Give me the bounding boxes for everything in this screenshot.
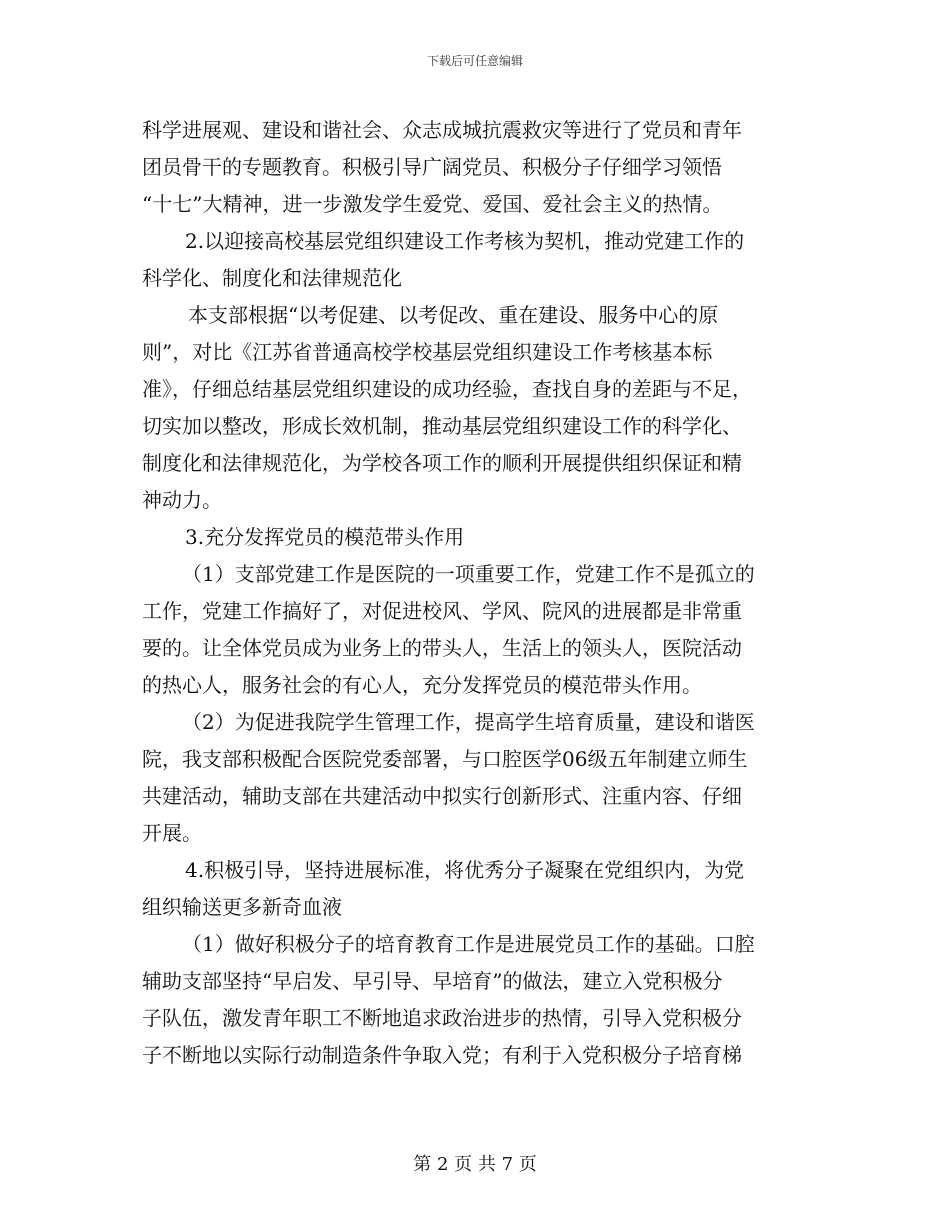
body-line: 子队伍，激发青年职工不断地追求政治进步的热情，引导入党积极分	[142, 1006, 742, 1030]
body-line: 神动力。	[142, 488, 222, 512]
body-line: 开展。	[142, 821, 202, 845]
body-line: 工作，党建工作搞好了，对促进校风、学风、院风的进展都是非常重	[142, 599, 742, 623]
body-line: 制度化和法律规范化，为学校各项工作的顺利开展提供组织保证和精	[142, 451, 742, 475]
body-line: 共建活动，辅助支部在共建活动中拟实行创新形式、注重内容、仔细	[142, 784, 742, 808]
body-line: 子不断地以实际行动制造条件争取入党；有利于入党积极分子培育梯	[142, 1043, 742, 1067]
body-line: （1）支部党建工作是医院的一项重要工作，党建工作不是孤立的	[182, 562, 755, 586]
body-line: 团员骨干的专题教育。积极引导广阔党员、积极分子仔细学习领悟	[142, 155, 722, 179]
section-heading-line: 科学化、制度化和法律规范化	[142, 266, 402, 290]
body-line: 的热心人，服务社会的有心人，充分发挥党员的模范带头作用。	[142, 673, 702, 697]
body-line: 科学进展观、建设和谐社会、众志成城抗震救灾等进行了党员和青年	[142, 118, 742, 142]
body-line: 本支部根据“以考促建、以考促改、重在建设、服务中心的原	[188, 303, 719, 327]
body-line: （1）做好积极分子的培育教育工作是进展党员工作的基础。口腔	[182, 932, 755, 956]
body-line: （2）为促进我院学生管理工作，提高学生培育质量，建设和谐医	[182, 710, 755, 734]
body-line: 切实加以整改，形成长效机制，推动基层党组织建设工作的科学化、	[142, 414, 742, 438]
body-line: 则”，对比《江苏省普通高校学校基层党组织建设工作考核基本标	[142, 340, 713, 364]
body-line: 院，我支部积极配合医院党委部署，与口腔医学06级五年制建立师生	[142, 747, 748, 771]
page-header-note: 下载后可任意编辑	[426, 54, 523, 68]
page-number: 第 2 页 共 7 页	[413, 1154, 537, 1175]
section-heading-line: 组织输送更多新奇血液	[142, 895, 342, 919]
body-line: 辅助支部坚持“早启发、早引导、早培育”的做法，建立入党积极分	[142, 969, 723, 993]
body-line: “十七”大精神，进一步激发学生爱党、爱国、爱社会主义的热情。	[142, 192, 723, 216]
body-line: 准》，仔细总结基层党组织建设的成功经验，查找自身的差距与不足，	[142, 377, 752, 401]
section-heading-line: 2.以迎接高校基层党组织建设工作考核为契机，推动党建工作的	[185, 229, 745, 253]
body-line: 要的。让全体党员成为业务上的带头人，生活上的领头人，医院活动	[142, 636, 742, 660]
section-heading-line: 3.充分发挥党员的模范带头作用	[185, 525, 465, 549]
document-body	[142, 112, 804, 1074]
section-heading-line: 4.积极引导，坚持进展标准，将优秀分子凝聚在党组织内，为党	[185, 858, 745, 882]
